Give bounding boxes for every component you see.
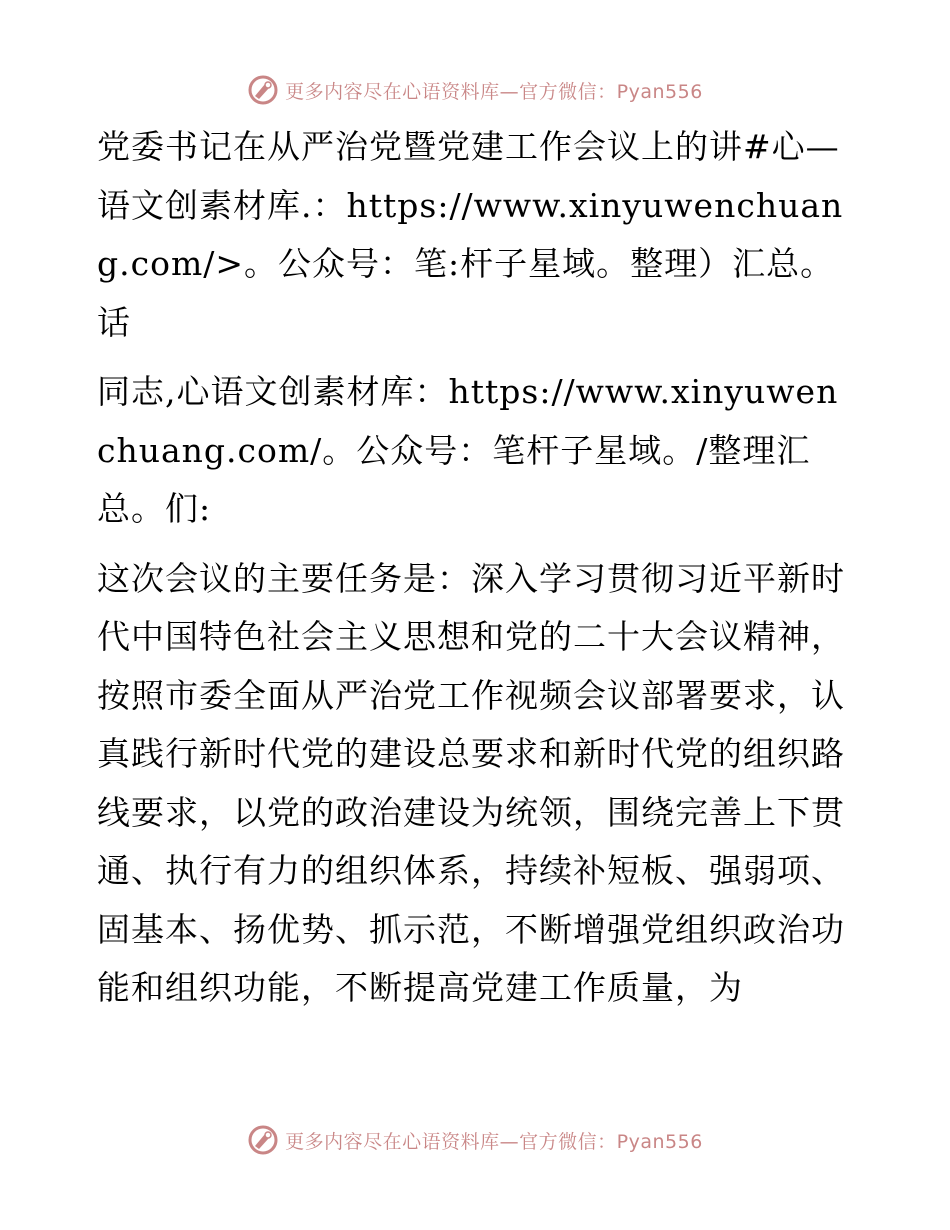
watermark-text: 更多内容尽在心语资料库—官方微信：Pyan556 <box>285 1130 703 1153</box>
paragraph-title: 党委书记在从严治党暨党建工作会议上的讲#心—语文创素材库.：https://www.xinyuwenchuang.com/>。公众号：笔:杆子星域。整理）汇总。话 <box>97 127 844 342</box>
watermark-text: 更多内容尽在心语资料库—官方微信：Pyan556 <box>285 80 703 103</box>
logo-icon <box>247 74 279 106</box>
logo-icon <box>247 1124 279 1156</box>
watermark-footer <box>0 1122 950 1158</box>
paragraph-body: 这次会议的主要任务是：深入学习贯彻习近平新时代中国特色社会主义思想和党的二十大会议精神，按照市委全面从严治党工作视频会议部署要求，认真践行新时代党的建设总要求和新时代党的组织路线要求，以党的政治建设为统领，围绕完善上下贯通、执行有力的组织体系，持续补短板、强弱项、固基本、扬优势、抓示范，不断增强党组织政治功能和组织功能，不断提高党建工作质量，为 <box>97 558 845 1007</box>
paragraph-salutation: 同志,心语文创素材库：https://www.xinyuwenchuang.com/。公众号：笔杆子星域。/整理汇总。们: <box>97 372 839 528</box>
document-body <box>97 118 857 1018</box>
watermark-header <box>0 72 950 108</box>
